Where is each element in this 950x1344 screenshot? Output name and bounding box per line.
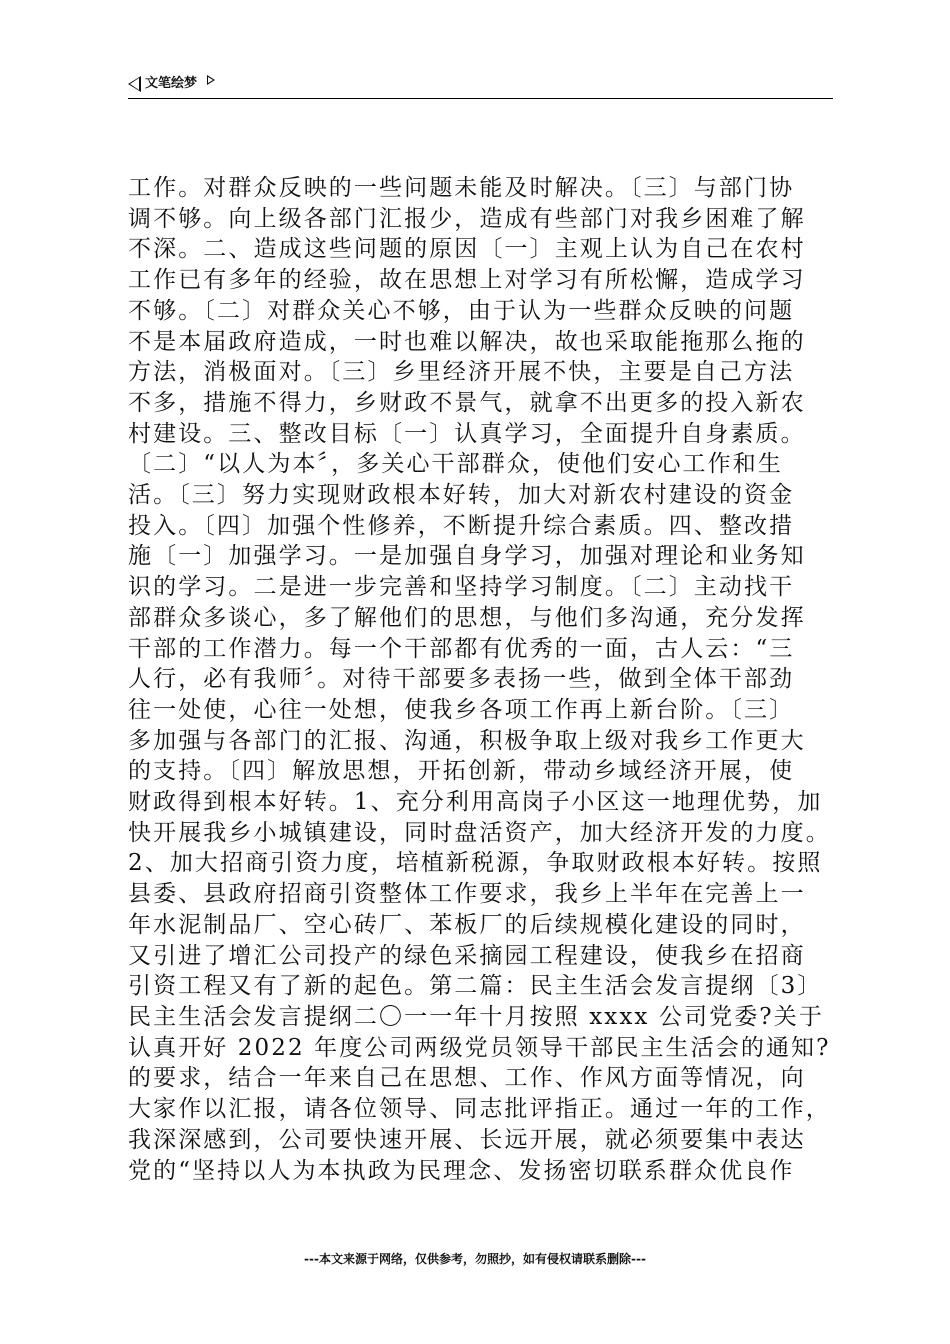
body-line: 我深深感到，公司要快速开展、长远开展，就必须要集中表达 [128,1126,806,1153]
body-line: 工作。对群众反映的一些问题未能及时解决。〔三〕与部门协 [128,175,795,201]
body-line: 党的“坚持以人为本执政为民理念、发扬密切联系群众优良作 [128,1157,795,1184]
body-line: 识的学习。二是进一步完善和坚持学习制度。〔二〕主动找干 [128,574,795,601]
body-line: 的要求，结合一年来自己在思想、工作、作风方面等情况，向 [128,1065,806,1092]
header-brand-text: 文笔绘梦 [145,76,198,91]
body-line: 民主生活会发言提纲二〇一一年十月按照 xxxx 公司党委?关于 [128,1003,824,1030]
body-line: 工作已有多年的经验，故在思想上对学习有所松懈，造成学习 [128,267,806,294]
body-line: 财政得到根本好转。1、充分利用高岗子小区这一地理优势，加 [128,789,823,816]
body-line: 村建设。三、整改目标〔一〕认真学习，全面提升自身素质。 [128,420,806,447]
body-line: 2、加大招商引资力度，培植新税源，争取财政根本好转。按照 [128,850,823,877]
body-line: 活。〔三〕努力实现财政根本好转，加大对新农村建设的资金 [128,482,795,509]
body-line: 多加强与各部门的汇报、沟通，积极争取上级对我乡工作更大 [128,727,806,754]
body-line: 不深。二、造成这些问题的原因〔一〕主观上认为自己在农村 [128,236,806,263]
body-line: 部群众多谈心，多了解他们的思想，与他们多沟通，充分发挥 [128,604,806,631]
body-line: 调不够。向上级各部门汇报少，造成有些部门对我乡困难了解 [128,205,806,232]
header-brand [128,74,215,94]
body-line: 干部的工作潜力。每一个干部都有优秀的一面，古人云：“三 [128,635,795,662]
left-triangle-icon [128,76,141,92]
body-line: 施〔一〕加强学习。一是加强自身学习，加强对理论和业务知 [128,543,806,570]
body-line: 方法，消极面对。〔三〕乡里经济开展不快，主要是自己方法 [128,359,795,386]
body-line: 不多，措施不得力，乡财政不景气，就拿不出更多的投入新农 [128,389,806,416]
body-line: 〔二〕“以人为本〞，多关心干部群众，使他们安心工作和生 [128,451,783,478]
body-line: 认真开好 2022 年度公司两级党员领导干部民主生活会的通知? [128,1034,831,1061]
body-line: 快开展我乡小城镇建设，同时盘活资产，加大经济开发的力度。 [128,819,831,846]
body-line: 引资工程又有了新的起色。第二篇：民主生活会发言提纲〔3〕 [128,973,823,1000]
body-line: 大家作以汇报，请各位领导、同志批评指正。通过一年的工作， [128,1096,831,1123]
document-body [128,173,838,1186]
body-line: 人行，必有我师〞。对待干部要多表扬一些，做到全体干部劲 [128,666,795,693]
body-line: 投入。〔四〕加强个性修养，不断提升综合素质。四、整改措 [128,512,795,539]
body-line: 县委、县政府招商引资整体工作要求，我乡上半年在完善上一 [128,881,806,908]
page-header [128,74,833,99]
page-footer: ---本文来源于网络，仅供参考，勿照抄，如有侵权请联系删除--- [304,1252,646,1266]
body-line: 不够。〔二〕对群众关心不够，由于认为一些群众反映的问题 [128,297,795,324]
body-line: 年水泥制品厂、空心砖厂、苯板厂的后续规模化建设的同时， [128,911,806,938]
body-line: 又引进了增汇公司投产的绿色采摘园工程建设，使我乡在招商 [128,942,806,969]
body-line: 的支持。〔四〕解放思想，开拓创新，带动乡域经济开展，使 [128,758,795,785]
right-triangle-icon [207,75,215,85]
body-line: 不是本届政府造成，一时也难以解决，故也采取能拖那么拖的 [128,328,806,355]
body-line: 往一处使，心往一处想，使我乡各项工作再上新台阶。〔三〕 [128,696,795,723]
